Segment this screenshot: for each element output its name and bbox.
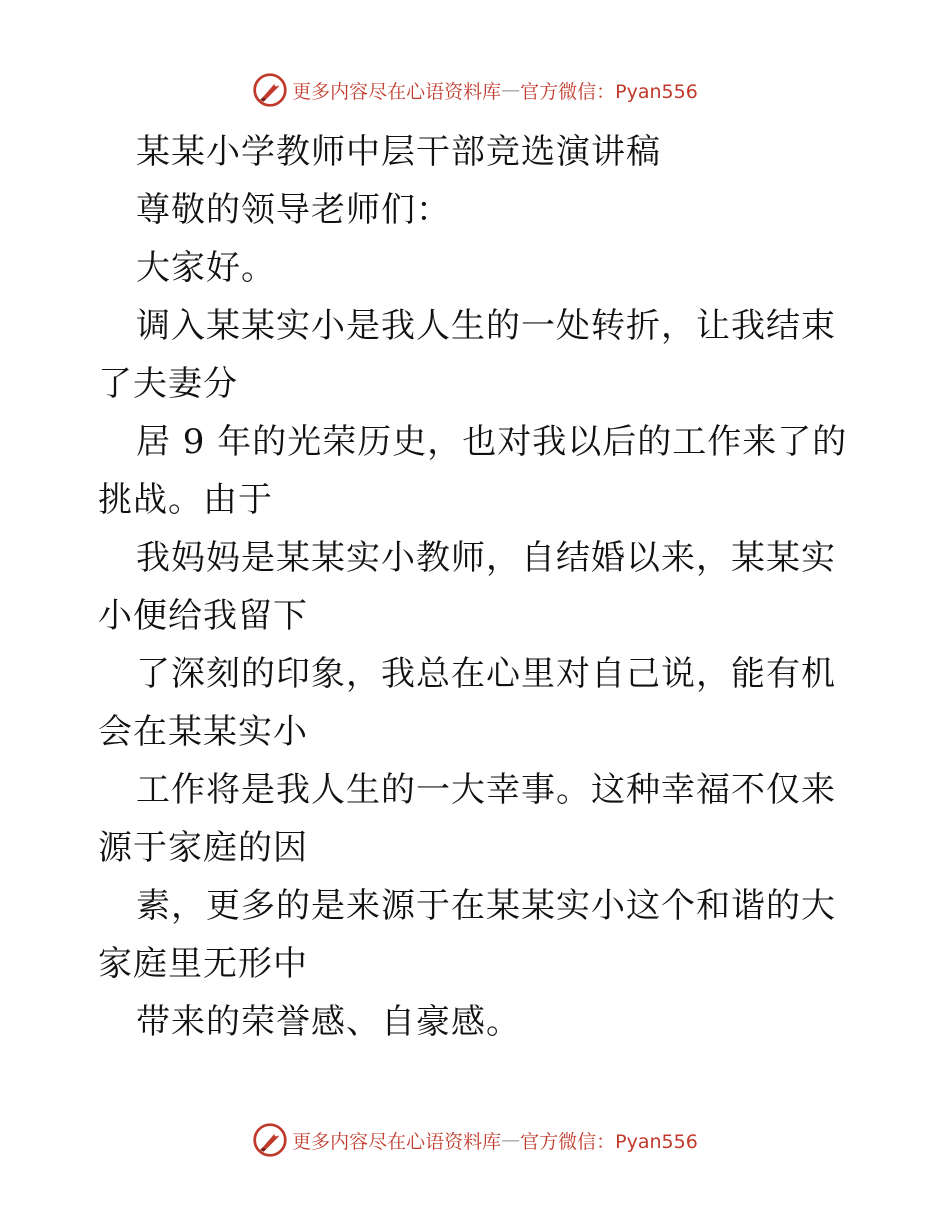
paragraph: 居 9 年的光荣历史，也对我以后的工作来了的挑战。由于 <box>98 422 848 520</box>
banner-contact: 官方微信：Pyan556 <box>520 1130 698 1153</box>
paragraph: 我妈妈是某某实小教师，自结婚以来，某某实小便给我留下 <box>98 538 836 636</box>
paragraph: 尊敬的领导老师们： <box>136 190 451 230</box>
footer-banner <box>0 1120 950 1160</box>
header-banner <box>0 70 950 110</box>
banner-brand: 更多内容尽在心语资料库 <box>292 1130 502 1153</box>
paragraph: 工作将是我人生的一大幸事。这种幸福不仅来源于家庭的因 <box>98 770 836 868</box>
paragraph: 素，更多的是来源于在某某实小这个和谐的大家庭里无形中 <box>98 886 836 984</box>
paragraph: 带来的荣誉感、自豪感。 <box>136 1002 521 1042</box>
pen-nib-logo-icon <box>252 72 288 108</box>
paragraph: 了深刻的印象，我总在心里对自己说，能有机会在某某实小 <box>98 654 836 752</box>
banner-separator: — <box>501 79 521 101</box>
document-title: 某某小学教师中层干部竞选演讲稿 <box>136 132 661 172</box>
pen-nib-logo-icon <box>252 1122 288 1158</box>
banner-contact: 官方微信：Pyan556 <box>520 80 698 103</box>
paragraph: 大家好。 <box>136 248 276 288</box>
paragraph: 调入某某实小是我人生的一处转折，让我结束了夫妻分 <box>98 306 836 404</box>
document-body <box>98 123 858 1051</box>
banner-brand: 更多内容尽在心语资料库 <box>292 80 502 103</box>
banner-separator: — <box>501 1129 521 1151</box>
